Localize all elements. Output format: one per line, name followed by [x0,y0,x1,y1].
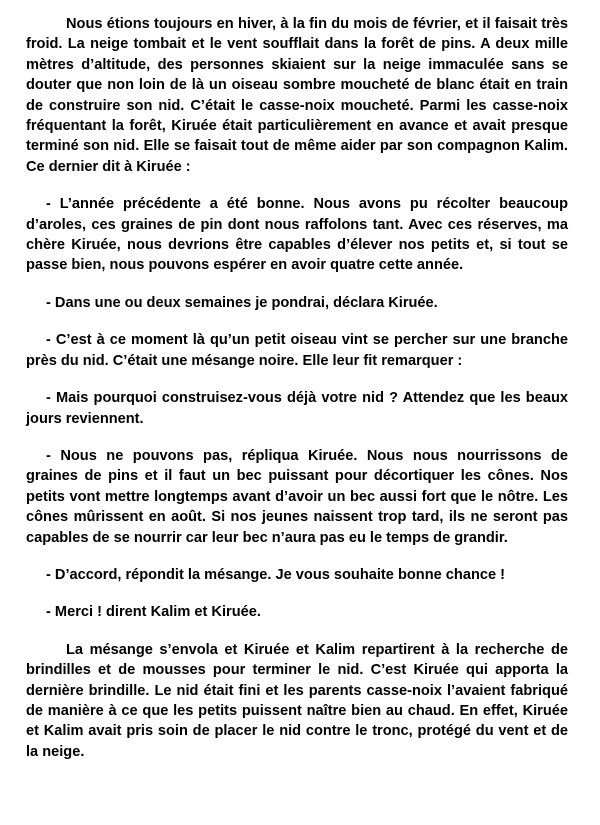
dialog-paragraph-merci: - Merci ! dirent Kalim et Kiruée. [46,604,261,621]
dialog-paragraph-kiruee-pondrai: - Dans une ou deux semaines je pondrai, déclara Kiruée. [46,294,438,311]
document-page [26,14,568,779]
story-paragraph-1: Nous étions toujours en hiver, à la fin du mois de février, et il faisait très froid. La neige tombait et le vent soufflait dans la forêt de pins. A deux mille mètres d’altitude, des personnes skiaient sur la neige immaculée sans se douter que non loin de là un oiseau sombre moucheté de blanc était en train de construire son nid. C’était le casse-noix moucheté. Parmi les casse-noix fréquentant la forêt, Kiruée était particulièrement en avance et avait presque terminé son nid. Elle se faisait tout de même aider par son compagnon Kalim. Ce dernier dit à Kiruée : [26,16,568,175]
dialog-paragraph-mesange-arrive: - C’est à ce moment là qu’un petit oiseau vint se percher sur une branche près du nid. C’était une mésange noire. Elle leur fit remarquer : [26,332,568,369]
dialog-paragraph-kiruee-reponse: - Nous ne pouvons pas, répliqua Kiruée. Nous nous nourrissons de graines de pins et il faut un bec puissant pour décortiquer les cônes. Nos petits vont mettre longtemps avant d’avoir un bec aussi fort que le nôtre. Les cônes mûrissent en août. Si nos jeunes naissent trop tard, ils ne seront pas capables de se nourrir car leur bec n’aura pas eu le temps de grandir. [26,447,568,546]
story-paragraph-final: La mésange s’envola et Kiruée et Kalim repartirent à la recherche de brindilles et de mousses pour terminer le nid. C’est Kiruée qui apporta la dernière brindille. Le nid était fini et les parents casse-noix l’avaient fabriqué de manière à ce que les petits puissent naître bien au chaud. En effet, Kiruée et Kalim avait pris soin de placer le nid contre le tronc, protégé du vent et de la neige. [26,641,568,760]
dialog-paragraph-mesange-daccord: - D’accord, répondit la mésange. Je vous souhaite bonne chance ! [46,566,506,583]
dialog-paragraph-mesange-question: - Mais pourquoi construisez-vous déjà votre nid ? Attendez que les beaux jours reviennent. [26,390,568,427]
dialog-paragraph-kalim-reserves: - L’année précédente a été bonne. Nous avons pu récolter beaucoup d’aroles, ces graines de pin dont nous raffolons tant. Avec ces réserves, ma chère Kiruée, nous devrions être capables d’élever nos petits et, si tout se passe bien, nous pouvons espérer en avoir quatre cette année. [26,196,568,274]
